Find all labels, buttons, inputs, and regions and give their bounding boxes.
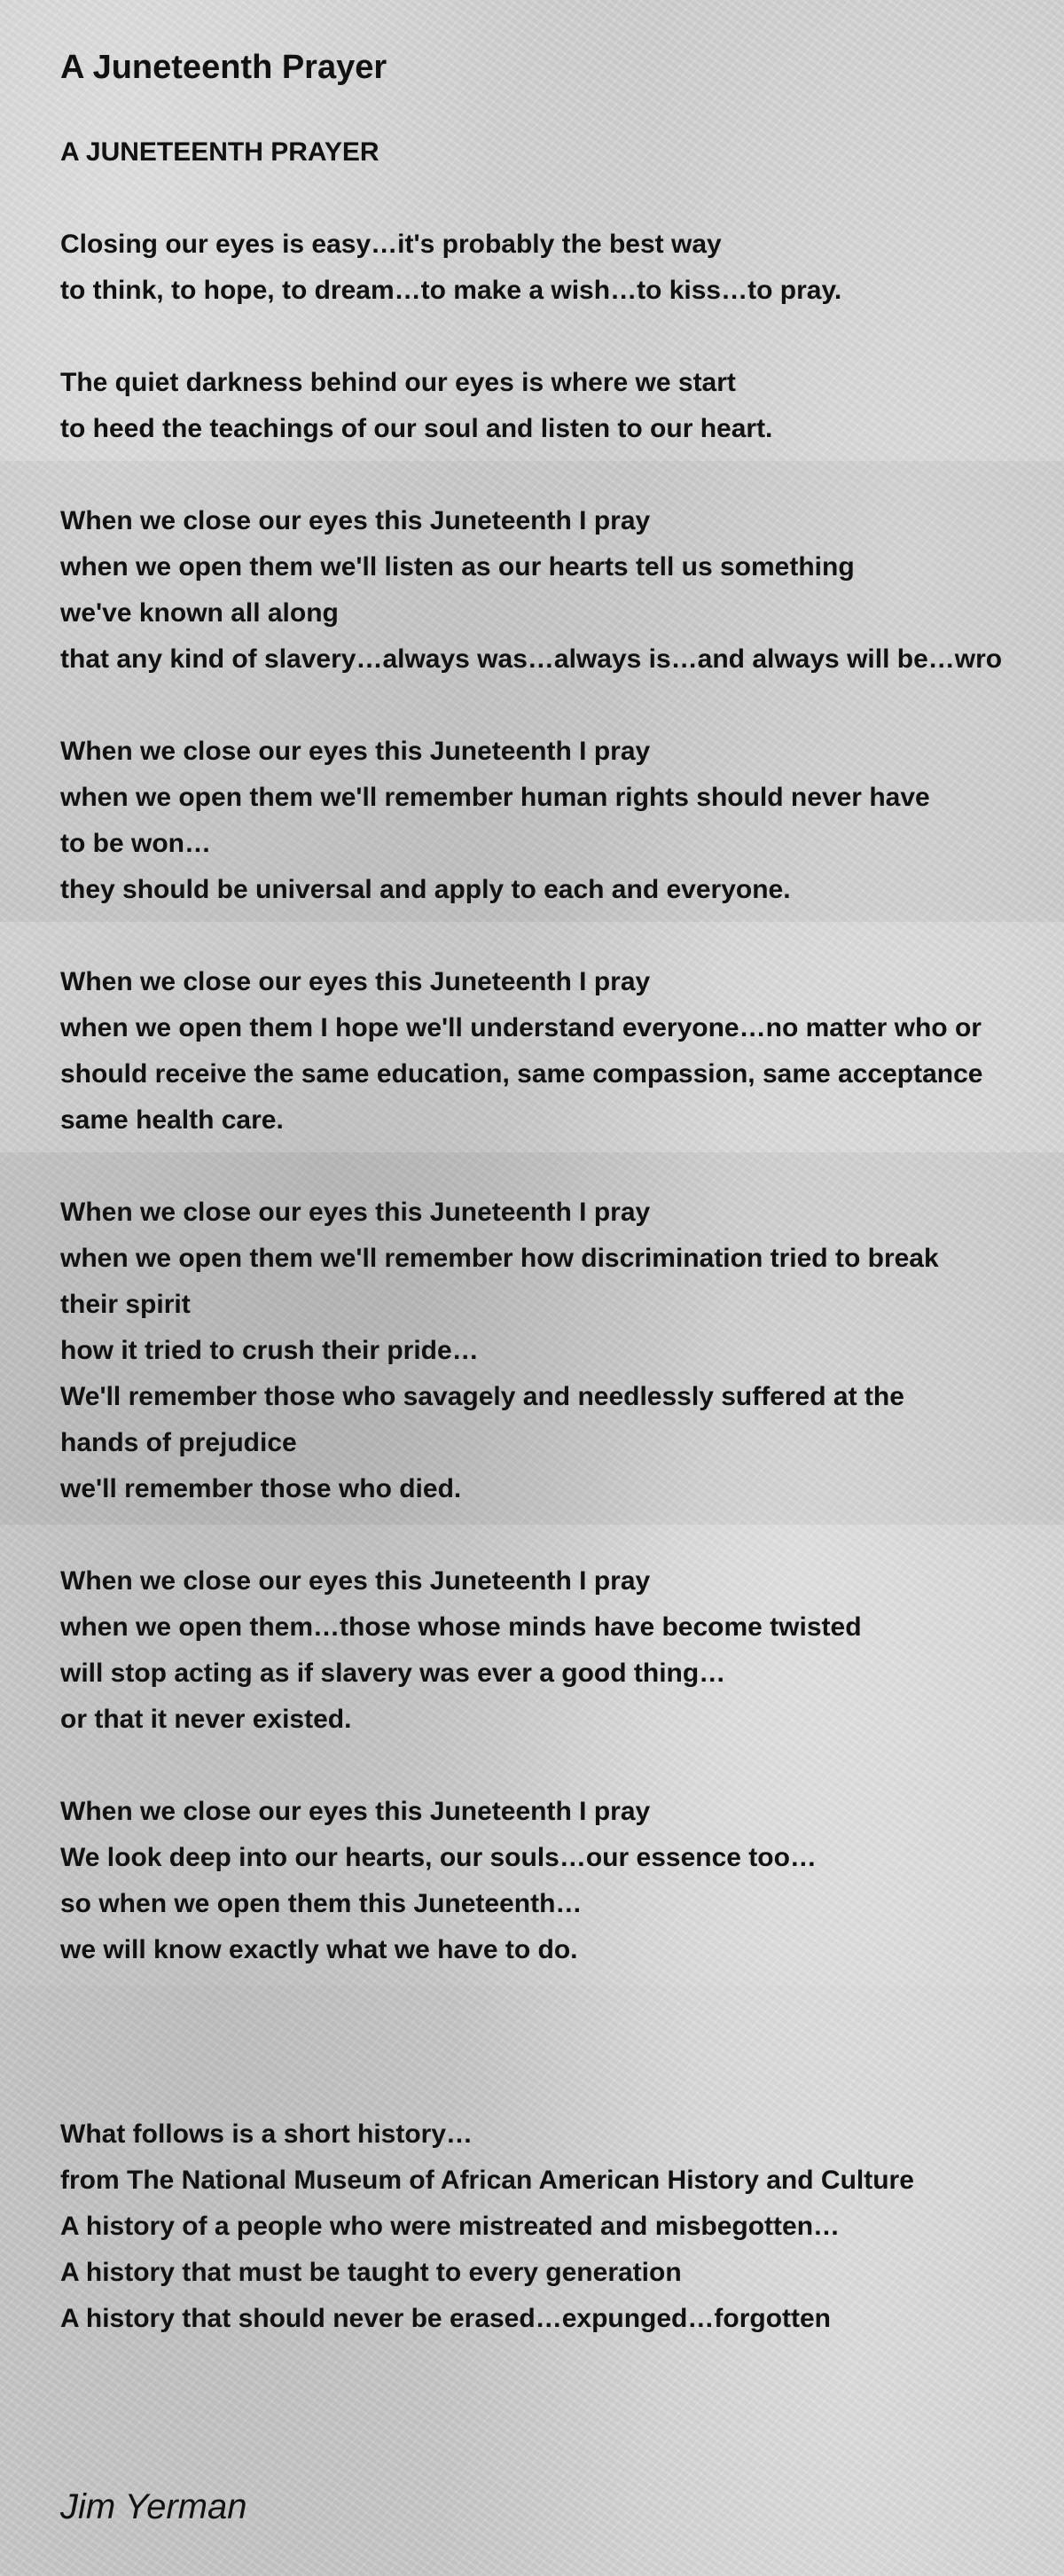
poem-stanza (60, 360, 1064, 452)
poem-line: When we close our eyes this Juneteenth I pray (60, 967, 651, 996)
poem-line: When we close our eyes this Juneteenth I pray (60, 506, 651, 535)
poem-line: hands of prejudice (60, 1428, 297, 1457)
poem-page (60, 44, 1064, 2342)
poem-line: Closing our eyes is easy…it's probably the best way (60, 230, 722, 259)
poem-line: should receive the same education, same compassion, same acceptance (60, 1059, 983, 1089)
poem-line: to be won… (60, 829, 211, 858)
poem-line: we will know exactly what we have to do. (60, 1935, 578, 1964)
poem-stanza (60, 1558, 1064, 1743)
history-line: A history that must be taught to every generation (60, 2258, 682, 2287)
poem-line: we'll remember those who died. (60, 1474, 462, 1503)
poem-line: we've known all along (60, 598, 339, 628)
poem-line: When we close our eyes this Juneteenth I pray (60, 737, 651, 766)
poem-stanza (60, 222, 1064, 314)
poem-body (60, 222, 1064, 1973)
poem-title: A Juneteenth Prayer (60, 49, 387, 86)
poem-line: so when we open them this Juneteenth… (60, 1889, 583, 1918)
poem-line: their spirit (60, 1290, 191, 1319)
poem-line: The quiet darkness behind our eyes is where we start (60, 368, 736, 397)
poem-line: will stop acting as if slavery was ever a good thing… (60, 1659, 726, 1688)
poem-line: When we close our eyes this Juneteenth I pray (60, 1566, 651, 1596)
poem-stanza (60, 498, 1064, 683)
poem-stanza (60, 1190, 1064, 1512)
poem-line: We look deep into our hearts, our souls…our essence too… (60, 1843, 817, 1872)
poem-line: We'll remember those who savagely and needlessly suffered at the (60, 1382, 904, 1411)
history-line: A history that should never be erased…expunged…forgotten (60, 2304, 832, 2333)
author-signature: Jim Yerman (60, 2487, 247, 2526)
poem-line: when we open them…those whose minds have become twisted (60, 1612, 862, 1642)
poem-line: same health care. (60, 1105, 284, 1135)
poem-line: When we close our eyes this Juneteenth I pray (60, 1198, 651, 1227)
history-line: A history of a people who were mistreated and misbegotten… (60, 2212, 841, 2241)
history-line: from The National Museum of African American History and Culture (60, 2166, 914, 2195)
poem-line: how it tried to crush their pride… (60, 1336, 479, 1365)
history-line: What follows is a short history… (60, 2119, 473, 2149)
poem-line: When we close our eyes this Juneteenth I pray (60, 1797, 651, 1826)
poem-line: to think, to hope, to dream…to make a wish…to kiss…to pray. (60, 276, 842, 305)
poem-line: when we open them I hope we'll understand everyone…no matter who or (60, 1013, 982, 1042)
poem-line: they should be universal and apply to each and everyone. (60, 875, 791, 904)
poem-stanza (60, 959, 1064, 1144)
poem-heading: A JUNETEENTH PRAYER (60, 137, 379, 167)
poem-stanza (60, 1789, 1064, 1973)
history-note (60, 2112, 1064, 2342)
poem-line: to heed the teachings of our soul and listen to our heart. (60, 414, 773, 443)
poem-line: or that it never existed. (60, 1705, 352, 1734)
poem-stanza (60, 729, 1064, 913)
poem-line: when we open them we'll listen as our hearts tell us something (60, 552, 855, 582)
poem-line: when we open them we'll remember human rights should never have (60, 783, 930, 812)
poem-line: when we open them we'll remember how discrimination tried to break (60, 1244, 939, 1273)
poem-line: that any kind of slavery…always was…always is…and always will be…wro (60, 644, 1003, 674)
